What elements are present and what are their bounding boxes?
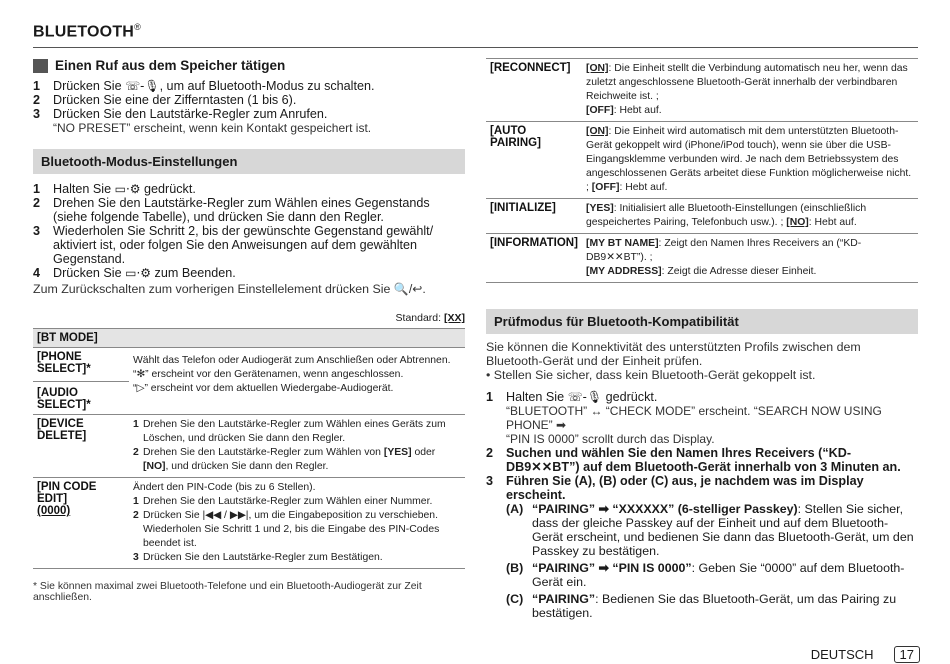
table-row: [AUTO PAIRING] [ON]: Die Einheit wird automatisch mit dem unterstützten Bluetooth-Gerät gekoppelt wird (iPhone/iPod touch), wenn sie über die USB-Eingangsklemme verbunden wird. Je nach dem Betriebssystem des angeschlossenen Geräts arbeitet diese Funktion möglicherweise nicht. ; [OFF]: Hebt auf. — [486, 122, 918, 199]
table-row: [PIN CODE EDIT] (0000) Ändert den PIN-Code (bis zu 6 Stellen). 1 Drehen Sie den Lautstärke-Regler zum Wählen einer Nummer. 2 Drücken Sie |◀◀ / ▶▶|, um die Eingabeposition zu verschieben. Wiederholen Sie Schritt 1 und 2, bis die Eingabe des PIN-Codes beendet ist. 3 Drücken Sie den Lautstärke-Regler zum Bestätigen. — [33, 478, 465, 569]
step-item: 1 Drücken Sie ☏-🎙, um auf Bluetooth-Modus zu schalten. — [33, 79, 375, 93]
step-note: “BLUETOOTH” ↔ “CHECK MODE” erscheint. “SEARCH NOW USING PHONE” ➡ “PIN IS 0000” scrollt durch das Display. — [506, 404, 882, 446]
step-item: 2 Drücken Sie eine der Zifferntasten (1 bis 6). — [33, 93, 297, 107]
search-icon: 🔍 — [393, 282, 409, 296]
right-column — [486, 58, 918, 620]
bt-mode-steps — [33, 182, 465, 280]
step-item: 2 Drehen Sie den Lautstärke-Regler zum Wählen eines Gegenstands (siehe folgende Tabelle), und drücken Sie dann den Regler. — [33, 196, 430, 224]
section-bt-mode-heading: Bluetooth-Modus-Einstellungen — [33, 149, 465, 174]
step-item: 3 Drücken Sie den Lautstärke-Regler zum Anrufen. — [33, 107, 328, 121]
table-row: [PHONE SELECT]* [AUDIO SELECT]* Wählt das Telefon oder Audiogerät zum Anschließen oder Abtrennen. “✻” erscheint vor den Gerätenamen, wenn angeschlossen. “▷” erscheint vor dem aktuellen Wiedergabe-Audiogerät. — [33, 348, 465, 415]
step-note: “NO PRESET” erscheint, wenn kein Kontakt gespeichert ist. — [53, 121, 372, 135]
left-column — [33, 58, 465, 603]
section-marker-icon — [33, 59, 48, 73]
section-test-mode-heading: Prüfmodus für Bluetooth-Kompatibilität — [486, 309, 918, 334]
back-note: Zum Zurückschalten zum vorherigen Einstellelement drücken Sie 🔍/↩. — [33, 282, 426, 296]
mic-icon: 🎙 — [144, 79, 160, 93]
bt-mode-table — [33, 328, 465, 569]
back-icon: ↩ — [412, 282, 423, 296]
option-a: (A) “PAIRING” ➡ “XXXXXX” (6-stelliger Passkey): Stellen Sie sicher, dass der gleiche Passkey auf der Einheit und auf dem Bluetooth-Gerät erscheint, und bedienen Sie dann das Bluetooth-Gerät, um den Passkey zu bestätigen. — [506, 502, 914, 558]
option-b: (B) “PAIRING” ➡ “PIN IS 0000”: Geben Sie “0000” auf dem Bluetooth-Gerät ein. — [506, 561, 905, 589]
table-row: [DEVICE DELETE] 1 Drehen Sie den Lautstärke-Regler zum Wählen eines Geräts zum Löschen, und drücken Sie dann den Regler. 2 Drehen Sie den Lautstärke-Regler zum Wählen von [YES] oder [NO], und drücken Sie dann den Regler. — [33, 415, 465, 478]
title-divider — [33, 47, 918, 48]
section-call-memory-heading: Einen Ruf aus dem Speicher tätigen — [33, 58, 465, 73]
option-c: (C) “PAIRING”: Bedienen Sie das Bluetooth-Gerät, um das Pairing zu bestätigen. — [506, 592, 897, 620]
call-memory-steps — [33, 79, 465, 135]
step-item: 3 Führen Sie (A), (B) oder (C) aus, je nachdem was im Display erscheint. — [486, 474, 864, 502]
step-item: 4 Drücken Sie ▭·⚙ zum Beenden. — [33, 266, 236, 280]
footer-language: DEUTSCH — [810, 647, 874, 662]
source-dial-icon: ▭·⚙ — [114, 182, 141, 196]
mic-icon: 🎙 — [586, 390, 603, 404]
step-item: 3 Wiederholen Sie Schritt 2, bis der gewünschte Gegenstand gewählt/ aktiviert ist, oder folgen Sie den Anweisungen auf dem gewählten Gegenstand. — [33, 224, 434, 266]
test-mode-options — [506, 502, 918, 620]
step-item: 2 Suchen und wählen Sie den Namen Ihres Receivers (“KD-DB9✕✕BT”) auf dem Bluetooth-Gerät innerhalb von 3 Minuten an. — [486, 446, 901, 474]
step-item: 1 Halten Sie ▭·⚙ gedrückt. — [33, 182, 196, 196]
table-row: [INFORMATION] [MY BT NAME]: Zeigt den Namen Ihres Receivers an (“KD-DB9✕✕BT”). ; [MY ADDRESS]: Zeigt die Adresse dieser Einheit. — [486, 234, 918, 283]
table-row: [RECONNECT] [ON]: Die Einheit stellt die Verbindung automatisch neu her, wenn das zuletzt angeschlossene Bluetooth-Gerät innerhalb der verbindbaren Reichweite ist. ; [OFF]: Hebt auf. — [486, 59, 918, 122]
page-footer — [811, 646, 920, 663]
phone-icon: ☏ — [567, 390, 583, 404]
test-mode-intro: Sie können die Konnektivität des unterstützten Profils zwischen dem Bluetooth-Gerät und der Einheit prüfen. — [486, 340, 861, 368]
footnote: * Sie können maximal zwei Bluetooth-Telefone und ein Bluetooth-Audiogerät zur Zeit anschließen. — [33, 581, 422, 603]
table-row: [INITIALIZE] [YES]: Initialisiert alle Bluetooth-Einstellungen (einschließlich gespeichertes Pairing, Telefonbuch usw.). ; [NO]: Hebt auf. — [486, 199, 918, 234]
page-title: BLUETOOTH® — [33, 22, 141, 41]
page-number: 17 — [894, 646, 920, 663]
source-dial-icon: ▭·⚙ — [125, 266, 152, 280]
test-mode-steps — [486, 390, 918, 502]
table-row: [BT MODE] — [33, 329, 465, 348]
standard-indicator: Standard: [XX] — [395, 312, 465, 324]
test-mode-bullet: • Stellen Sie sicher, dass kein Bluetooth-Gerät gekoppelt ist. — [486, 368, 816, 382]
bt-settings-table — [486, 58, 918, 283]
phone-icon: ☏ — [125, 79, 141, 93]
step-item: 1 Halten Sie ☏-🎙 gedrückt. — [486, 390, 658, 404]
